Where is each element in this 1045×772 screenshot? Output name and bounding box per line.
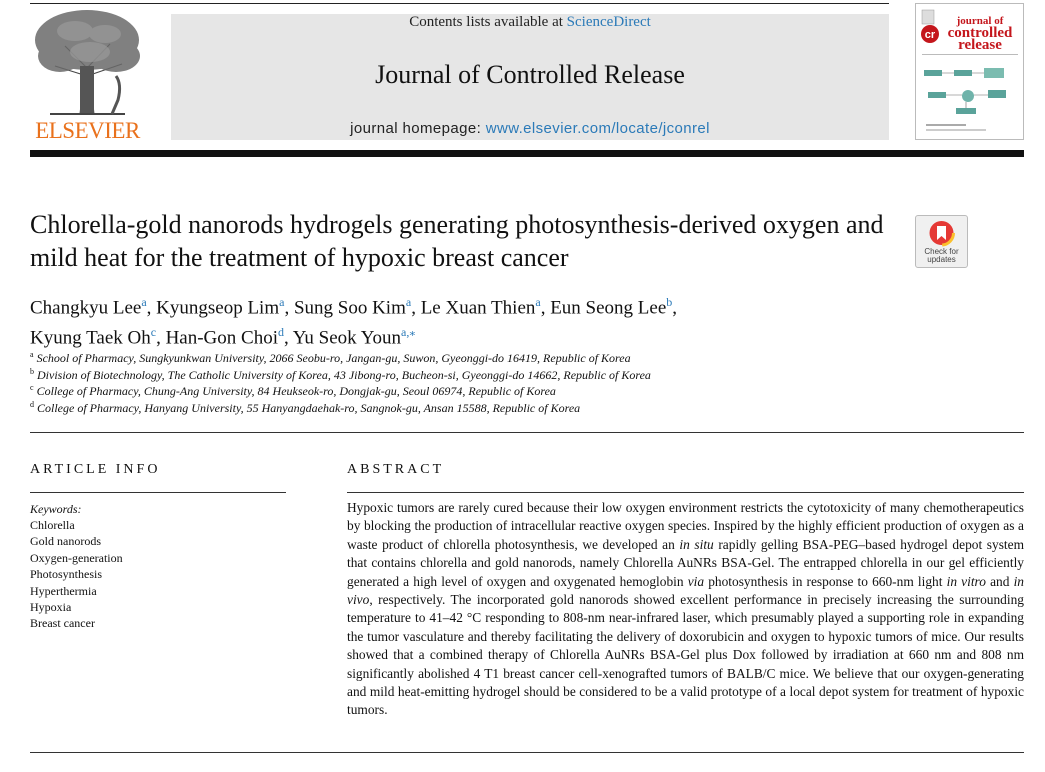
header-divider-bar [30, 150, 1024, 157]
homepage-line [171, 120, 889, 137]
abstract-rule [347, 492, 1024, 493]
author-affiliation-mark[interactable]: a,⁎ [401, 325, 416, 340]
author-affiliation-mark[interactable]: a [141, 295, 147, 309]
affiliation-mark: c [30, 383, 34, 392]
affiliation-mark: b [30, 367, 34, 376]
cover-title-line: journal of [956, 15, 1004, 27]
journal-homepage-link[interactable]: www.elsevier.com/locate/jconrel [485, 120, 710, 137]
affiliation-text: School of Pharmacy, Sungkyunkwan University, 2066 Seobu-ro, Jangan-gu, Suwon, Gyeonggi-do 16419, Republic of Korea [33, 351, 631, 365]
author-name[interactable]: Kyungseop Lim [156, 297, 280, 319]
abstract-segment: Hypoxic tumors are rarely cured because their low oxygen environment restricts the cytotoxicity of many chemotherapeutics by blocking the production of intracellular reactive oxygen species. Inspired by the highly efficient production of oxygen as a waste product of chlorella photosynthesis, we developed an [347, 500, 1024, 552]
badge-line: Check for [924, 247, 959, 256]
contents-prefix: Contents lists available at [409, 14, 567, 30]
affiliation-text: College of Pharmacy, Chung-Ang University, 84 Heukseok-ro, Dongjak-gu, Seoul 06974, Republic of Korea [33, 384, 556, 398]
author-list: Changkyu Lee$^a$, Kyungseop Lim$^a$, Sung Soo Kim$^a$, Le Xuan Thien$^a$, Eun Seong Lee$^b$, Kyung Taek Oh$^c$, Han-Gon Choi$^d$, Yu Seok Youn$^{a,⁎}$ [30, 295, 678, 349]
author-affiliation-mark[interactable]: c [150, 325, 157, 340]
keyword-item: Breast cancer [30, 616, 95, 631]
section-rule [30, 432, 1024, 433]
article-info-heading: ARTICLE INFO [30, 462, 161, 477]
affiliation-text: College of Pharmacy, Hanyang University, 55 Hanyangdaehak-ro, Sangnok-gu, Ansan 15588, Republic of Korea [34, 401, 581, 415]
abstract-segment: , respectively. The incorporated gold nanorods showed excellent performance in precisely increasing the surrounding temperature to 41–42 °C responding to 808-nm near-infrared laser, which presumably played a supporting role in expanding the tumor vasculature and thereby facilitating the delivery of doxorubicin and oxygen to hypoxic tumors of mice. Our results showed that a combined therapy of Chlorella AuNRs BSA-Gel plus Dox followed by irradiation at 660 nm and 808 nm significantly abolished 4 T1 breast cancer cell-xenografted tumors of BALB/C mice. We believe that our oxygen-generating and mild heat-emitting hydrogel should be considered to be a valid prototype of a local depot system for treatment of hypoxic tumors. [347, 592, 1024, 718]
homepage-prefix: journal homepage: [350, 120, 486, 137]
abstract-text [347, 499, 1024, 720]
svg-text:cr: cr [924, 29, 936, 41]
abstract-italic-term: in situ [679, 536, 714, 552]
keyword-item: Hyperthermia [30, 583, 97, 598]
publisher-wordmark: ELSEVIER [35, 118, 140, 143]
author-name[interactable]: Changkyu Lee [30, 297, 142, 319]
affiliation-mark: d [30, 400, 34, 409]
affiliation-item [30, 367, 930, 383]
affiliation-item [30, 383, 930, 399]
sciencedirect-link[interactable]: ScienceDirect [566, 14, 651, 30]
cover-title-line: release [958, 37, 1002, 53]
affiliation-text: Division of Biotechnology, The Catholic University of Korea, 43 Jibong-ro, Bucheon-si, Gyeonggi-do 14662, Republic of Korea [34, 368, 651, 382]
keyword-item: Gold nanorods [30, 534, 101, 549]
article-title: Chlorella-gold nanorods hydrogels generating photosynthesis-derived oxygen and mild heat for the treatment of hypoxic breast cancer [30, 210, 884, 272]
author-affiliation-mark[interactable]: b [666, 295, 673, 309]
author-affiliation-mark[interactable]: d [277, 325, 284, 340]
keyword-item: Oxygen-generation [30, 550, 123, 565]
author-affiliation-mark[interactable]: a [279, 295, 285, 309]
abstract-segment: photosynthesis in response to 660-nm light [704, 573, 947, 589]
abstract-italic-term: in vivo [347, 573, 1024, 608]
abstract-heading: ABSTRACT [347, 462, 445, 477]
affiliation-item [30, 350, 930, 366]
badge-label [916, 248, 967, 264]
author-affiliation-mark[interactable]: a [405, 295, 412, 309]
author-name[interactable]: Sung Soo Kim [293, 297, 406, 319]
author-name[interactable]: Le Xuan Thien [420, 297, 536, 319]
tree-icon [30, 6, 145, 116]
author-name[interactable]: Eun Seong Lee [550, 297, 667, 319]
keyword-list [30, 517, 123, 632]
header-top-rule [30, 3, 889, 4]
abstract-segment: rapidly gelling BSA-PEG–based hydrogel depot system that contains chlorella and gold nanorods, namely Chlorella AuNRs BSA-Gel. The entrapped chlorella in our gel efficiently generated a high level of oxygen and oxygenated hemoglobin [347, 536, 1024, 589]
article-info-rule [30, 492, 286, 493]
journal-title: Journal of Controlled Release [375, 60, 685, 89]
author-affiliation-mark[interactable]: a [535, 295, 541, 309]
author-name[interactable]: Yu Seok Youn [292, 327, 402, 349]
keyword-item: Photosynthesis [30, 567, 103, 582]
abstract-segment: and [985, 573, 1014, 589]
affiliation-item [30, 400, 930, 416]
author-name[interactable]: Kyung Taek Oh [30, 327, 151, 349]
keyword-item: Chlorella [30, 518, 75, 532]
abstract-italic-term: in vitro [946, 573, 986, 589]
bottom-rule [30, 752, 1024, 753]
badge-line: updates [927, 255, 956, 264]
keywords-label: Keywords: [30, 502, 82, 516]
cover-journal-title [940, 15, 1020, 51]
abstract-italic-term: via [687, 573, 705, 589]
check-for-updates-badge[interactable] [915, 215, 968, 268]
affiliation-mark: a [30, 350, 34, 359]
author-name[interactable]: Han-Gon Choi [165, 327, 278, 349]
keyword-item: Hypoxia [30, 600, 72, 615]
contents-line [171, 14, 889, 31]
cover-title-line: controlled [947, 25, 1013, 41]
